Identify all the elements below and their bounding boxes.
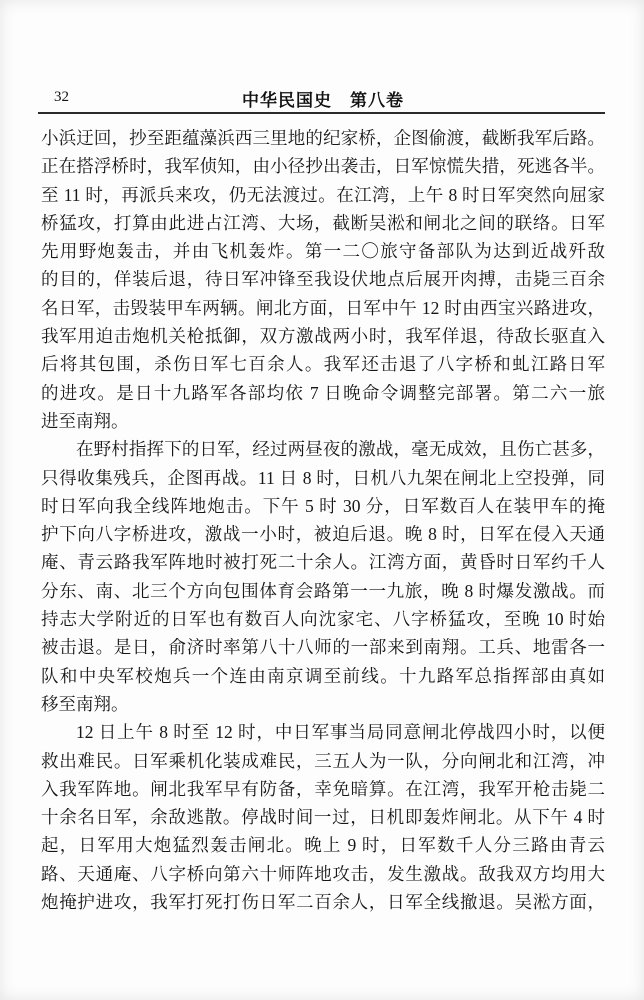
text-line: 后将其包围，杀伤日军七百余人。我军还击退了八字桥和虬江路日军 (41, 354, 605, 375)
page-number: 32 (54, 89, 69, 105)
text-line: 先用野炮轰击，并由飞机轰炸。第一二〇旅守备部队为达到近战歼敌 (41, 241, 605, 262)
text-line: 的进攻。是日十九路军各部均依 7 日晚命令调整完部署。第二六一旅 (41, 382, 605, 403)
text-line: 至 11 时，再派兵来攻，仍无法渡过。在江湾，上午 8 时日军突然向屈家 (41, 184, 605, 205)
text-line-paragraph-start: 12 日上午 8 时至 12 时，中日军事当局同意闸北停战四小时，以便 (76, 722, 605, 743)
text-line: 护下向八字桥进攻，激战一小时，被迫后退。晚 8 时，日军在侵入天通 (41, 524, 605, 545)
text-line: 持志大学附近的日军也有数百人向沈家宅、八字桥猛攻，至晚 10 时始 (41, 609, 605, 630)
text-line: 起，日军用大炮猛烈轰击闸北。晚上 9 时，日军数千人分三路由青云 (41, 835, 605, 856)
page-body (41, 124, 605, 916)
page-header (41, 86, 605, 108)
text-line: 路、天通庵、八字桥向第六十师阵地攻击，发生激战。敌我双方均用大 (41, 863, 605, 884)
text-line: 正在搭浮桥时，我军侦知，由小径抄出袭击，日军惊慌失措，死逃各半。 (41, 156, 605, 177)
text-line: 的目的，佯装后退，待日军冲锋至我设伏地点后展开肉搏，击毙三百余 (41, 269, 605, 290)
header-rule (38, 112, 605, 114)
text-line: 炮掩护进攻，我军打死打伤日军二百余人，日军全线撤退。吴淞方面， (41, 892, 605, 913)
text-line: 小浜迂回，抄至距蕴藻浜西三里地的纪家桥，企图偷渡，截断我军后路。 (41, 128, 605, 148)
text-line: 队和中央军校炮兵一个连由南京调至前线。十九路军总指挥部由真如 (41, 665, 605, 686)
text-line-paragraph-end: 移至南翔。 (41, 693, 129, 714)
text-line: 入我军阵地。闸北我军早有防备，幸免暗算。在江湾，我军开枪击毙二 (41, 778, 605, 799)
text-line: 分东、南、北三个方向包围体育会路第一一九旅，晚 8 时爆发激战。而 (41, 580, 605, 601)
text-line: 庵、青云路我军阵地时被打死二十余人。江湾方面，黄昏时日军约千人 (41, 552, 605, 573)
text-line-paragraph-start: 在野村指挥下的日军，经过两昼夜的激战，毫无成效，且伤亡甚多， (76, 439, 605, 460)
text-line: 桥猛攻，打算由此进占江湾、大场，截断吴淞和闸北之间的联络。日军 (41, 212, 605, 233)
text-line: 十余名日军，余敌逃散。停战时间一过，日机即轰炸闸北。从下午 4 时 (41, 807, 605, 828)
text-line: 名日军，击毁装甲车两辆。闸北方面，日军中午 12 时由西宝兴路进攻， (41, 297, 605, 318)
text-line-paragraph-end: 进至南翔。 (41, 410, 129, 431)
text-line: 只得收集残兵，企图再战。11 日 8 时，日机八九架在闸北上空投弹，同 (41, 467, 605, 488)
text-line: 时日军向我全线阵地炮击。下午 5 时 30 分，日军数百人在装甲车的掩 (41, 495, 605, 516)
text-line: 被击退。是日，俞济时率第八十八师的一部来到南翔。工兵、地雷各一 (41, 637, 605, 658)
running-title: 中华民国史 第八卷 (242, 91, 404, 110)
text-line: 我军用迫击炮机关枪抵御，双方激战两小时，我军佯退，待敌长驱直入 (41, 326, 605, 347)
text-line: 救出难民。日军乘机化装成难民，三五人为一队，分向闸北和江湾，冲 (41, 750, 605, 771)
